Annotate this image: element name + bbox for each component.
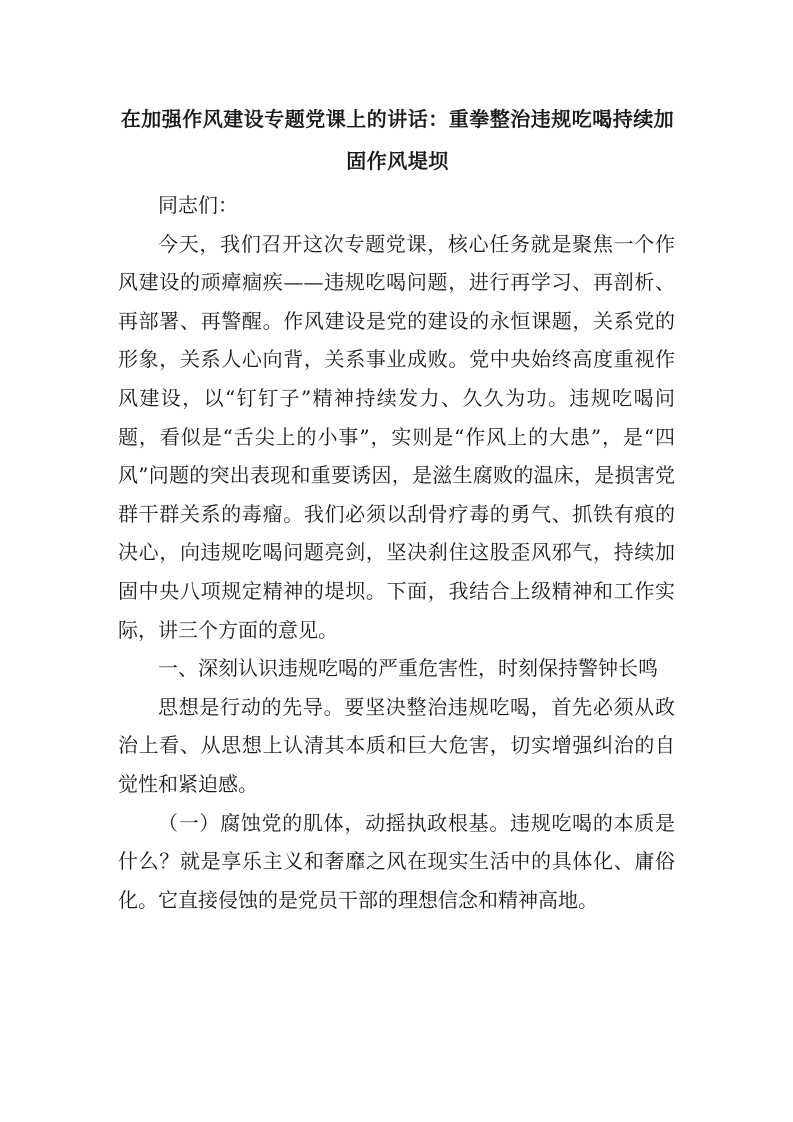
body-paragraph: 思想是行动的先导。要坚决整治违规吃喝，首先必须从政治上看、从思想上认清其本质和巨大危害，切实增强纠治的自觉性和紧迫感。 (118, 694, 675, 796)
body-paragraph: 今天，我们召开这次专题党课，核心任务就是聚焦一个作风建设的顽瘴痼疾——违规吃喝问题，进行再学习、再剖析、再部署、再警醒。作风建设是党的建设的永恒课题，关系党的形象，关系人心向背，关系事业成败。党中央始终高度重视作风建设，以“钉钉子”精神持续发力、久久为功。违规吃喝问题，看似是“舌尖上的小事”，实则是“作风上的大患”，是“四风”问题的突出表现和重要诱因，是滋生腐败的温床，是损害党群干群关系的毒瘤。我们必须以刮骨疗毒的勇气、抓铁有痕的决心，向违规吃喝问题亮剑，坚决刹住这股歪风邪气，持续加固中央八项规定精神的堤坝。下面，我结合上级精神和工作实际，讲三个方面的意见。 (118, 231, 675, 642)
document-body (118, 186, 675, 919)
salutation-paragraph: 同志们： (158, 193, 238, 217)
subsection-paragraph: （一）腐蚀党的肌体，动摇执政根基。违规吃喝的本质是什么？就是享乐主义和奢靡之风在现实生活中的具体化、庸俗化。它直接侵蚀的是党员干部的理想信念和精神高地。 (118, 810, 675, 912)
section-heading: 一、深刻认识违规吃喝的严重危害性，时刻保持警钟长鸣 (158, 656, 658, 681)
document-title: 在加强作风建设专题党课上的讲话：重拳整治违规吃喝持续加固作风堤坝 (120, 107, 675, 173)
